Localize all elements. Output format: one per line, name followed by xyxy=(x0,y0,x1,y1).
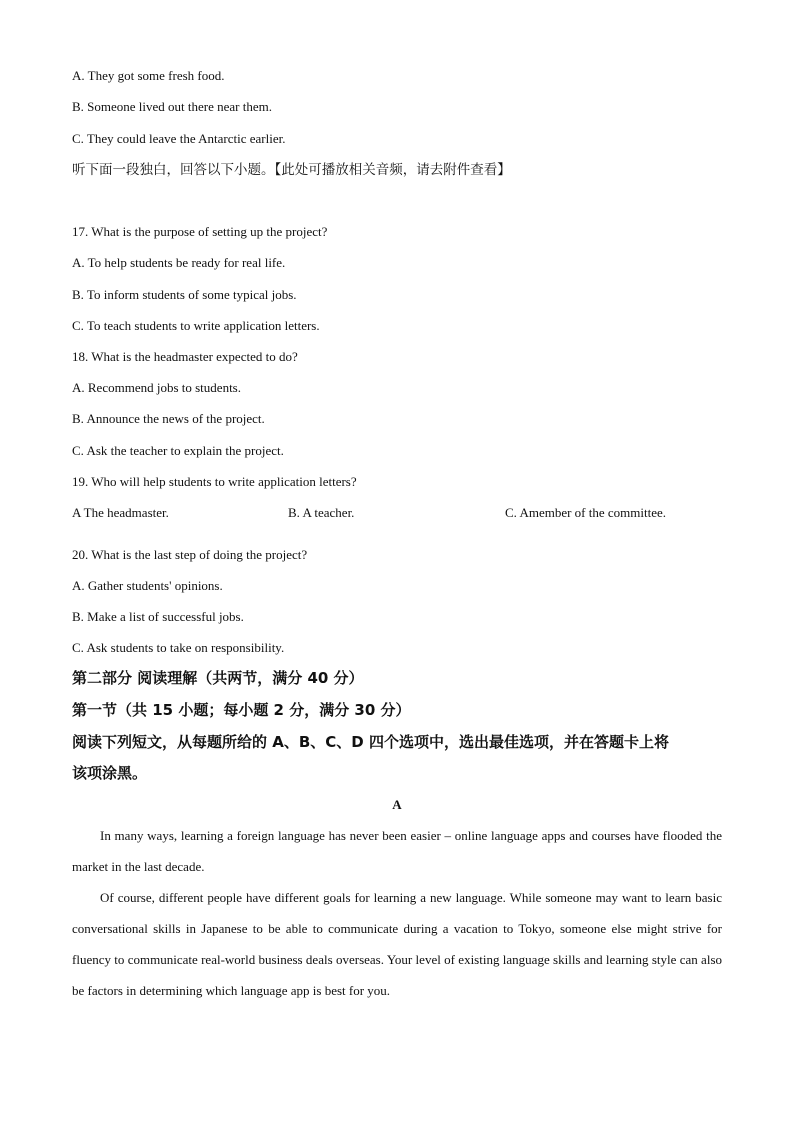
option-a: A. They got some fresh food. xyxy=(72,68,225,83)
q20-option-c: C. Ask students to take on responsibility. xyxy=(72,640,285,655)
q18-option-a: A. Recommend jobs to students. xyxy=(72,380,241,395)
q17-option-c: C. To teach students to write application letters. xyxy=(72,318,320,333)
q20-option-a: A. Gather students' opinions. xyxy=(72,578,223,593)
paragraph-1: In many ways, learning a foreign language has never been easier – online language apps and courses have flooded the market in the last decade. xyxy=(72,828,722,874)
q18-option-c: C. Ask the teacher to explain the project. xyxy=(72,443,284,458)
reading-instruction-line1: 阅读下列短文，从每题所给的 A、B、C、D 四个选项中，选出最佳选项，并在答题卡上将 xyxy=(72,733,669,751)
question-19: 19. Who will help students to write application letters? xyxy=(72,474,357,489)
q19-option-b: B. A teacher. xyxy=(288,505,355,520)
section1-heading: 第一节（共 15 小题；每小题 2 分，满分 30 分） xyxy=(72,701,411,719)
option-b: B. Someone lived out there near them. xyxy=(72,99,273,114)
monologue-instruction: 听下面一段独白，回答以下小题。【此处可播放相关音频，请去附件查看】 xyxy=(72,162,511,178)
q19-options-row xyxy=(72,505,732,521)
option-c: C. They could leave the Antarctic earlier. xyxy=(72,131,286,146)
question-20: 20. What is the last step of doing the project? xyxy=(72,547,308,562)
q19-option-a: A The headmaster. xyxy=(72,505,169,520)
passage-label: A xyxy=(392,797,402,812)
q20-option-b: B. Make a list of successful jobs. xyxy=(72,609,244,624)
question-18: 18. What is the headmaster expected to do? xyxy=(72,349,298,364)
q17-option-b: B. To inform students of some typical jobs. xyxy=(72,287,297,302)
question-17: 17. What is the purpose of setting up the project? xyxy=(72,224,328,239)
q18-option-b: B. Announce the news of the project. xyxy=(72,411,265,426)
q17-option-a: A. To help students be ready for real life. xyxy=(72,255,286,270)
passage-body xyxy=(72,820,722,1006)
reading-instruction-line2: 该项涂黑。 xyxy=(72,764,148,782)
part2-heading: 第二部分 阅读理解（共两节，满分 40 分） xyxy=(72,669,364,687)
q19-option-c: C. Amember of the committee. xyxy=(505,505,667,520)
paragraph-2: Of course, different people have different goals for learning a new language. While someone may want to learn basic conversational skills in Japanese to be able to communicate during a vacation to Tokyo, someone else might strive for fluency to communicate real-world business deals overseas. Your level of existing language skills and learning style can also be factors in determining which language app is best for you. xyxy=(72,890,722,998)
